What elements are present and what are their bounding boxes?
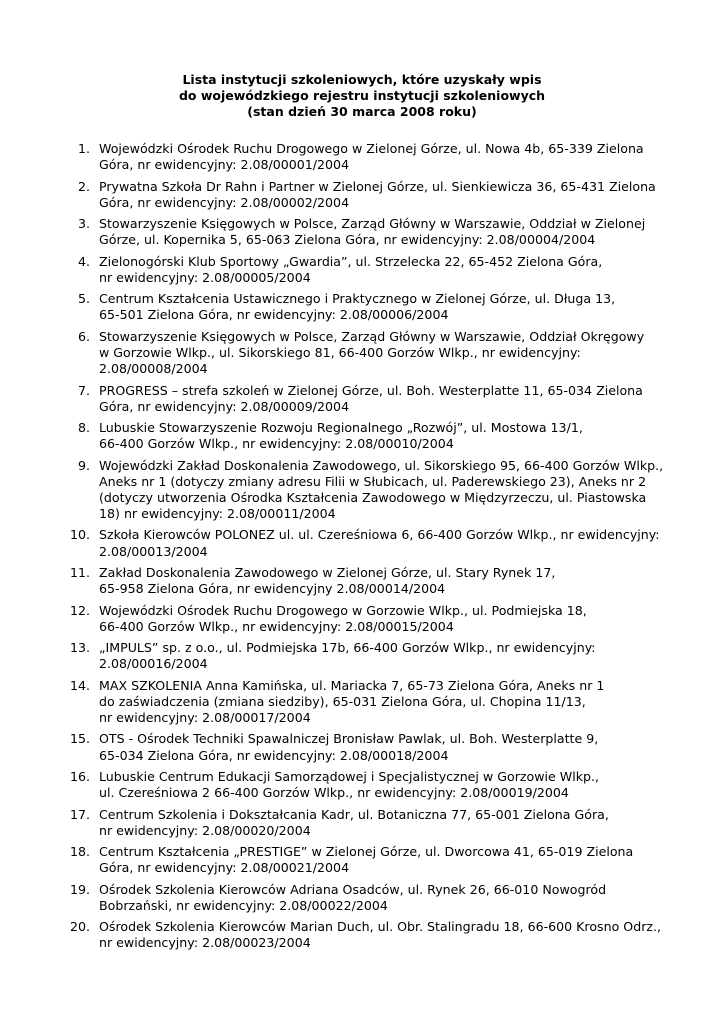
- list-item-line: Wojewódzki Zakład Doskonalenia Zawodowego, ul. Sikorskiego 95, 66-400 Gorzów Wlkp.,: [99, 457, 664, 473]
- list-item-line: Góra, nr ewidencyjny: 2.08/00001/2004: [99, 157, 350, 173]
- list-item-number-text: 1.: [78, 141, 91, 156]
- list-item-number-text: 10.: [70, 527, 91, 543]
- list-item-number: [70, 329, 99, 377]
- list-item-text: [99, 179, 670, 211]
- list-item-text: [99, 291, 670, 323]
- list-item-line: MAX SZKOLENIA Anna Kamińska, ul. Mariacka 7, 65-73 Zielona Góra, Aneks nr 1: [99, 677, 605, 693]
- list-item-line: nr ewidencyjny: 2.08/00023/2004: [99, 935, 311, 951]
- list-item-text: [99, 731, 670, 763]
- list-item-number-text: 5.: [78, 291, 91, 307]
- list-item-number-text: 19.: [70, 881, 91, 897]
- list-item-number: [70, 179, 99, 211]
- list-item: [70, 458, 670, 522]
- list-item-line: Centrum Kształcenia „PRESTIGE” w Zielonej Górze, ul. Dworcowa 41, 65-019 Zielona: [99, 844, 634, 860]
- list-item-line: 2.08/00013/2004: [99, 543, 208, 559]
- list-item-text: [99, 603, 670, 635]
- list-item-line: Stowarzyszenie Księgowych w Polsce, Zarząd Główny w Warszawie, Oddział w Zielonej: [99, 216, 646, 232]
- list-item-line: Góra, nr ewidencyjny: 2.08/00002/2004: [99, 194, 350, 210]
- list-item-number-text: 16.: [70, 769, 91, 785]
- list-item-text: [99, 678, 670, 726]
- list-item-line: Góra, nr ewidencyjny: 2.08/00009/2004: [99, 398, 350, 414]
- list-item-line: Szkoła Kierowców POLONEZ ul. ul. Czereśniowa 6, 66-400 Gorzów Wlkp., nr ewidencyjny:: [99, 527, 660, 543]
- list-item-number: [70, 458, 99, 522]
- list-item-number: [70, 291, 99, 323]
- list-item: [70, 420, 670, 452]
- list-item-line: nr ewidencyjny: 2.08/00020/2004: [99, 822, 311, 838]
- list-item-text: [99, 383, 670, 415]
- list-item-text: [99, 640, 670, 672]
- list-item-number-text: 8.: [78, 420, 91, 436]
- document-title: [0, 72, 724, 120]
- list-item-number-text: 3.: [78, 216, 91, 232]
- list-item-line: Centrum Kształcenia Ustawicznego i Praktycznego w Zielonej Górze, ul. Długa 13,: [99, 291, 616, 307]
- list-item-line: Górze, ul. Kopernika 5, 65-063 Zielona Góra, nr ewidencyjny: 2.08/00004/2004: [99, 232, 596, 248]
- list-item-number: [70, 141, 99, 173]
- list-item: [70, 844, 670, 876]
- list-item-line: „IMPULS” sp. z o.o., ul. Podmiejska 17b, 66-400 Gorzów Wlkp., nr ewidencyjny:: [99, 640, 596, 656]
- list-item: [70, 141, 670, 173]
- list-item-text: [99, 882, 670, 914]
- list-item-number: [70, 420, 99, 452]
- list-item-text: [99, 844, 670, 876]
- list-item-number-text: 14.: [70, 677, 91, 693]
- list-item-text: [99, 527, 670, 559]
- list-item-line: Bobrzański, nr ewidencyjny: 2.08/00022/2004: [99, 897, 388, 913]
- list-item-line: Centrum Szkolenia i Dokształcania Kadr, ul. Botaniczna 77, 65-001 Zielona Góra,: [99, 806, 609, 822]
- list-item-line: Prywatna Szkoła Dr Rahn i Partner w Zielonej Górze, ul. Sienkiewicza 36, 65-431 Zielona: [99, 178, 656, 194]
- title-line: (stan dzień 30 marca 2008 roku): [247, 104, 477, 119]
- list-item: [70, 527, 670, 559]
- list-item-text: [99, 807, 670, 839]
- list-item-line: nr ewidencyjny: 2.08/00005/2004: [99, 269, 311, 285]
- title-line: Lista instytucji szkoleniowych, które uzyskały wpis: [182, 72, 542, 87]
- list-item-number: [70, 640, 99, 672]
- list-item: [70, 565, 670, 597]
- list-item-line: Lubuskie Stowarzyszenie Rozwoju Regionalnego „Rozwój”, ul. Mostowa 13/1,: [99, 420, 583, 436]
- list-item-line: nr ewidencyjny: 2.08/00017/2004: [99, 709, 311, 725]
- list-item: [70, 882, 670, 914]
- list-item: [70, 179, 670, 211]
- list-item: [70, 383, 670, 415]
- list-item: [70, 731, 670, 763]
- list-item-number-text: 12.: [70, 602, 91, 618]
- list-item-number: [70, 769, 99, 801]
- list-item-text: [99, 420, 670, 452]
- list-item: [70, 329, 670, 377]
- list-item-number: [70, 882, 99, 914]
- list-item-number: [70, 216, 99, 248]
- list-item-number: [70, 678, 99, 726]
- list-item-number-text: 20.: [70, 919, 91, 935]
- list-item-line: 65-034 Zielona Góra, nr ewidencyjny: 2.08/00018/2004: [99, 747, 449, 763]
- list-item: [70, 678, 670, 726]
- list-item-number: [70, 919, 99, 951]
- list-item-text: [99, 565, 670, 597]
- list-item: [70, 769, 670, 801]
- list-item-line: Ośrodek Szkolenia Kierowców Marian Duch, ul. Obr. Stalingradu 18, 66-600 Krosno Odrz.,: [99, 919, 661, 935]
- list-item-line: w Gorzowie Wlkp., ul. Sikorskiego 81, 66-400 Gorzów Wlkp., nr ewidencyjny:: [99, 344, 581, 360]
- list-item-line: Stowarzyszenie Księgowych w Polsce, Zarząd Główny w Warszawie, Oddział Okręgowy: [99, 328, 645, 344]
- list-item: [70, 291, 670, 323]
- list-item-line: Zielonogórski Klub Sportowy „Gwardia”, ul. Strzelecka 22, 65-452 Zielona Góra,: [99, 253, 603, 269]
- list-item-line: OTS - Ośrodek Techniki Spawalniczej Bronisław Pawlak, ul. Boh. Westerplatte 9,: [99, 731, 599, 747]
- list-item-line: 66-400 Gorzów Wlkp., nr ewidencyjny: 2.08/00015/2004: [99, 618, 454, 634]
- list-item-text: [99, 919, 670, 951]
- list-item-line: Aneks nr 1 (dotyczy zmiany adresu Filii w Słubicach, ul. Paderewskiego 23), Aneks nr 2: [99, 473, 647, 489]
- list-item: [70, 640, 670, 672]
- list-item-number-text: 9.: [78, 457, 91, 473]
- list-item-number: [70, 565, 99, 597]
- title-line: do wojewódzkiego rejestru instytucji szkoleniowych: [178, 88, 546, 103]
- list-item: [70, 807, 670, 839]
- list-item: [70, 603, 670, 635]
- list-item-line: (dotyczy utworzenia Ośrodka Kształcenia Zawodowego w Międzyrzeczu, ul. Piastowska: [99, 489, 647, 505]
- list-item-number: [70, 254, 99, 286]
- list-item: [70, 254, 670, 286]
- list-item-text: [99, 216, 670, 248]
- list-item-line: 66-400 Gorzów Wlkp., nr ewidencyjny: 2.08/00010/2004: [99, 436, 454, 452]
- list-item-line: ul. Czereśniowa 2 66-400 Gorzów Wlkp., nr ewidencyjny: 2.08/00019/2004: [99, 785, 569, 801]
- list-item-text: [99, 141, 670, 173]
- list-item-line: 65-501 Zielona Góra, nr ewidencyjny: 2.08/00006/2004: [99, 307, 449, 323]
- list-item-number-text: 13.: [70, 640, 91, 656]
- list-item-number-text: 11.: [70, 565, 91, 581]
- list-item-number-text: 6.: [78, 328, 91, 344]
- list-item-number: [70, 807, 99, 839]
- list-item-number-text: 7.: [78, 382, 91, 398]
- list-item-number-text: 15.: [70, 731, 91, 747]
- list-item-line: PROGRESS – strefa szkoleń w Zielonej Górze, ul. Boh. Westerplatte 11, 65-034 Zielona: [99, 382, 643, 398]
- list-item-line: 2.08/00016/2004: [99, 656, 208, 672]
- list-item-text: [99, 769, 670, 801]
- list-item-line: Wojewódzki Ośrodek Ruchu Drogowego w Zielonej Górze, ul. Nowa 4b, 65-339 Zielona: [99, 141, 644, 156]
- list-item-line: 18) nr ewidencyjny: 2.08/00011/2004: [99, 506, 336, 521]
- institution-list: [70, 141, 670, 957]
- list-item-line: 65-958 Zielona Góra, nr ewidencyjny 2.08/00014/2004: [99, 581, 446, 597]
- list-item-number: [70, 603, 99, 635]
- list-item-number: [70, 731, 99, 763]
- list-item-line: Góra, nr ewidencyjny: 2.08/00021/2004: [99, 860, 350, 876]
- list-item-line: Wojewódzki Ośrodek Ruchu Drogowego w Gorzowie Wlkp., ul. Podmiejska 18,: [99, 602, 587, 618]
- list-item-text: [99, 254, 670, 286]
- list-item-number-text: 18.: [70, 844, 91, 860]
- list-item: [70, 919, 670, 951]
- list-item: [70, 216, 670, 248]
- list-item-text: [99, 329, 670, 377]
- list-item-number-text: 17.: [70, 806, 91, 822]
- list-item-number: [70, 383, 99, 415]
- list-item-line: Ośrodek Szkolenia Kierowców Adriana Osadców, ul. Rynek 26, 66-010 Nowogród: [99, 881, 607, 897]
- list-item-line: 2.08/00008/2004: [99, 361, 208, 377]
- list-item-number: [70, 844, 99, 876]
- list-item-line: Zakład Doskonalenia Zawodowego w Zielonej Górze, ul. Stary Rynek 17,: [99, 565, 556, 581]
- list-item-text: [99, 458, 670, 522]
- list-item-line: do zaświadczenia (zmiana siedziby), 65-031 Zielona Góra, ul. Chopina 11/13,: [99, 693, 586, 709]
- list-item-number: [70, 527, 99, 559]
- list-item-line: Lubuskie Centrum Edukacji Samorządowej i Specjalistycznej w Gorzowie Wlkp.,: [99, 769, 599, 785]
- list-item-number-text: 2.: [78, 178, 91, 194]
- list-item-number-text: 4.: [78, 253, 91, 269]
